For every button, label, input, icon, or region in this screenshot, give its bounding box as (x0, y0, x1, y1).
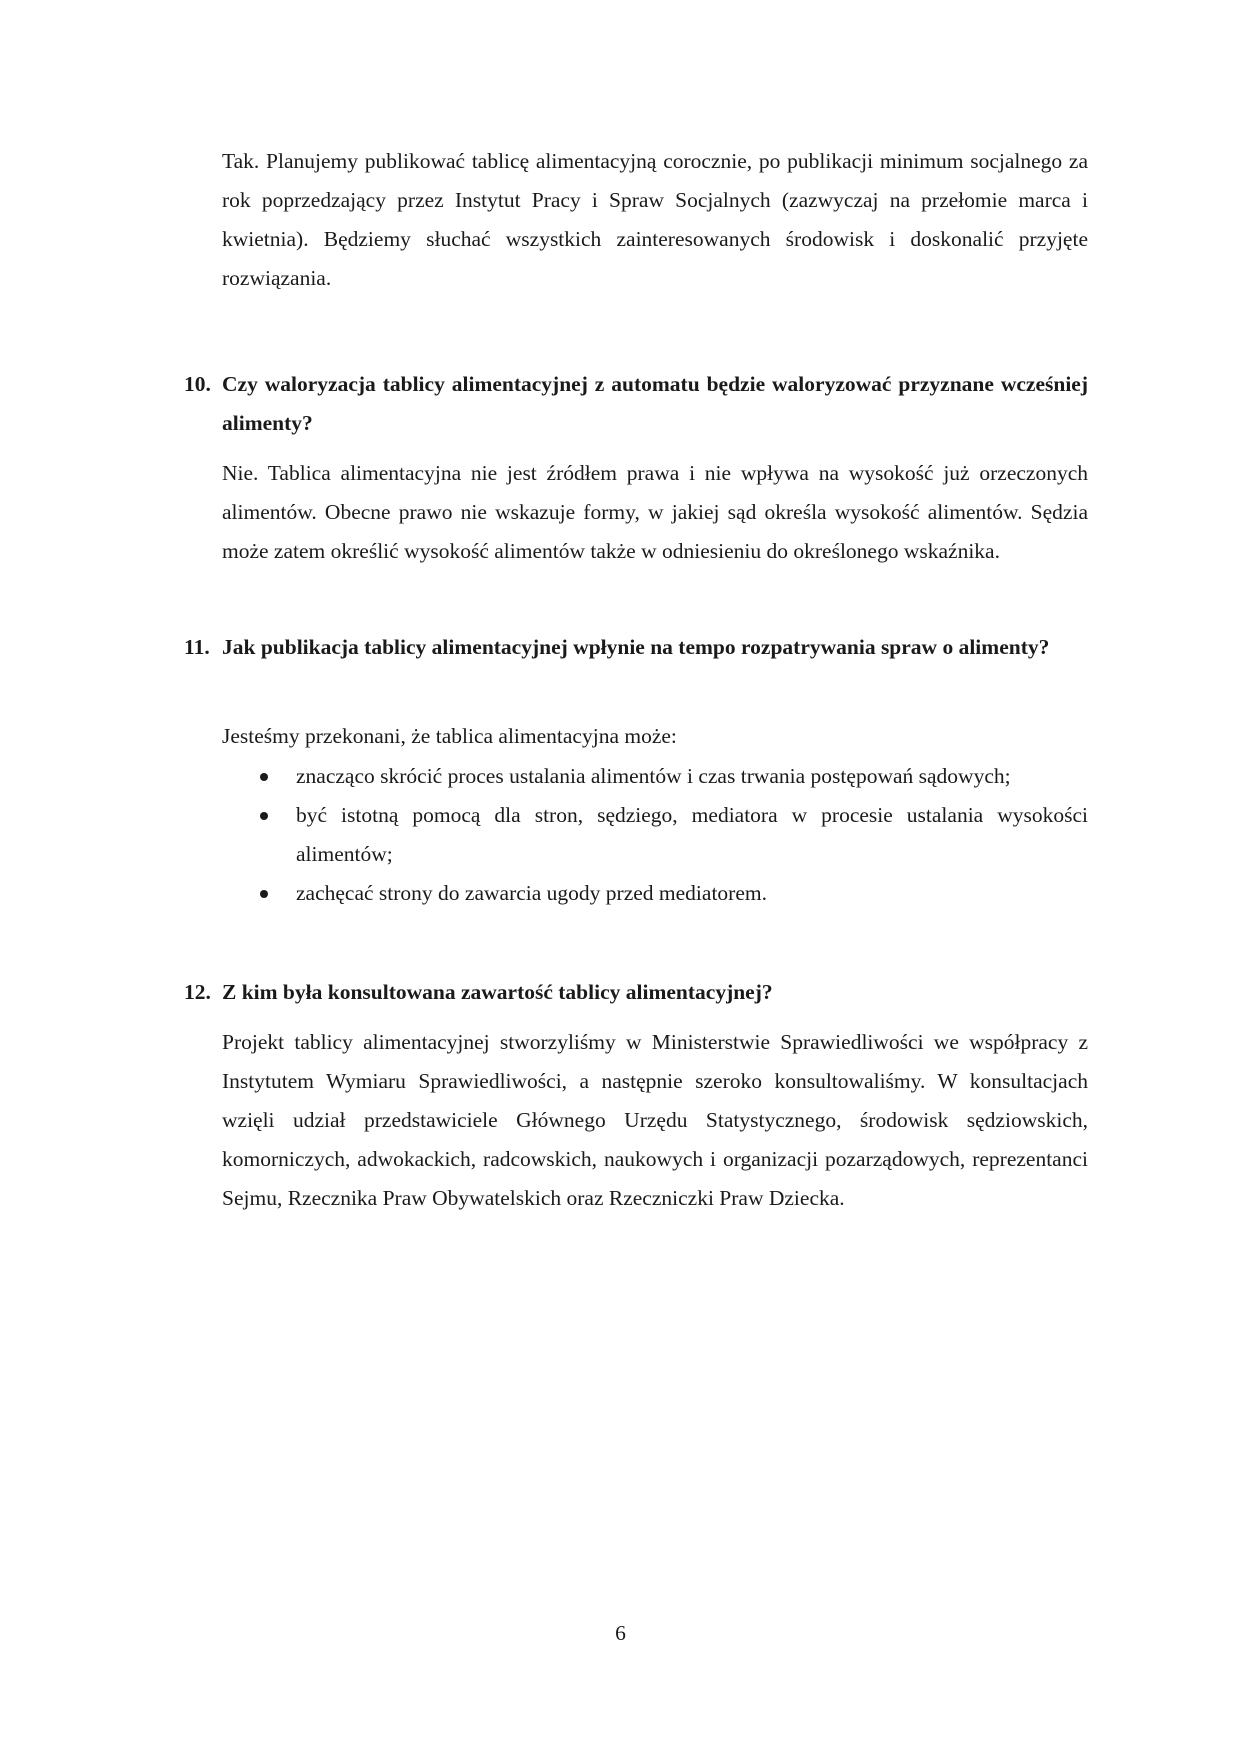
question-12-heading (184, 973, 1088, 1012)
list-item (222, 874, 1088, 913)
bullet-text: znacząco skrócić proces ustalania alimentów i czas trwania postępowań sądowych; (296, 764, 1011, 788)
question-11-number: 11. (184, 635, 210, 659)
list-item (222, 796, 1088, 874)
bullet-icon (222, 757, 296, 796)
bullet-text: być istotną pomocą dla stron, sędziego, mediatora w procesie ustalania wysokości alimentów; (296, 803, 1088, 866)
list-item (222, 757, 1088, 796)
question-11-answer-intro: Jesteśmy przekonani, że tablica alimentacyjna może: (222, 724, 677, 748)
bullet-icon (222, 796, 296, 874)
bullet-text: zachęcać strony do zawarcia ugody przed mediatorem. (296, 881, 767, 905)
question-12-answer: Projekt tablicy alimentacyjnej stworzyliśmy w Ministerstwie Sprawiedliwości we współpracy z Instytutem Wymiaru Sprawiedliwości, a następnie szeroko konsultowaliśmy. W konsultacjach wzięli udział przedstawiciele Głównego Urzędu Statystycznego, środowisk sędziowskich, komorniczych, adwokackich, radcowskich, naukowych i organizacji pozarządowych, reprezentanci Sejmu, Rzecznika Praw Obywatelskich oraz Rzeczniczki Praw Dziecka. (222, 1030, 1088, 1210)
question-11-text: Jak publikacja tablicy alimentacyjnej wpłynie na tempo rozpatrywania spraw o alimenty? (222, 635, 1050, 659)
page-number: 6 (615, 1621, 626, 1645)
question-10-heading (184, 365, 1088, 443)
question-12-number: 12. (184, 980, 211, 1004)
question-10-text: Czy waloryzacja tablicy alimentacyjnej z automatu będzie waloryzować przyznane wcześniej alimenty? (222, 372, 1088, 435)
question-11-bullet-list (222, 757, 1088, 913)
question-10-answer: Nie. Tablica alimentacyjna nie jest źródłem prawa i nie wpływa na wysokość już orzeczonych alimentów. Obecne prawo nie wskazuje formy, w jakiej sąd określa wysokość alimentów. Sędzia może zatem określić wysokość alimentów także w odniesieniu do określonego wskaźnika. (222, 461, 1088, 563)
question-10-number: 10. (184, 372, 211, 396)
question-12-text: Z kim była konsultowana zawartość tablicy alimentacyjnej? (222, 980, 773, 1004)
intro-answer: Tak. Planujemy publikować tablicę alimentacyjną corocznie, po publikacji minimum socjalnego za rok poprzedzający przez Instytut Pracy i Spraw Socjalnych (zazwyczaj na przełomie marca i kwietnia). Będziemy słuchać wszystkich zainteresowanych środowisk i doskonalić przyjęte rozwiązania. (222, 149, 1088, 290)
question-11-heading (184, 628, 1088, 667)
bullet-icon (222, 874, 296, 913)
